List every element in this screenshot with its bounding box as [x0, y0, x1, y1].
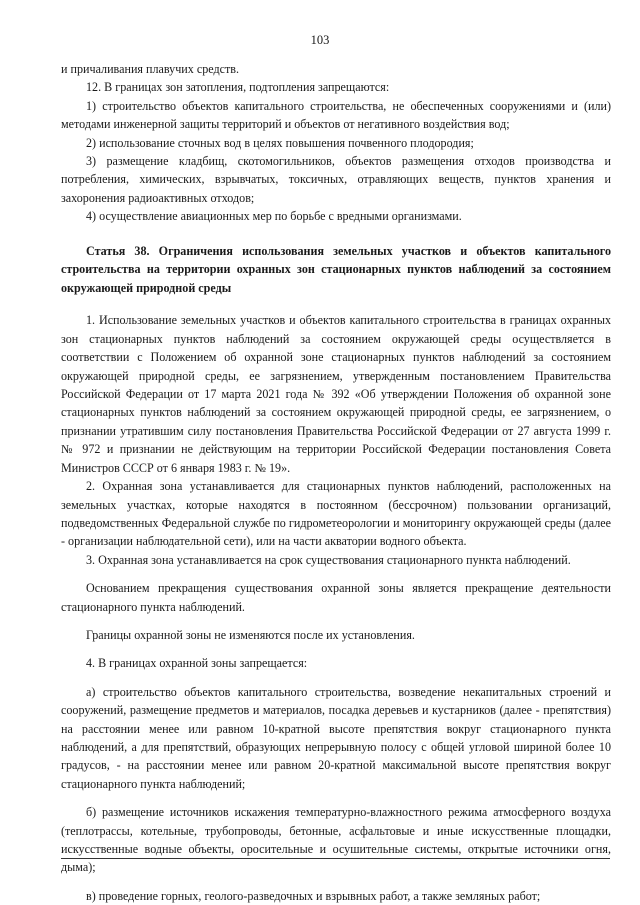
paragraph: 12. В границах зон затопления, подтопления запрещаются:: [86, 80, 390, 95]
paragraph: 2. Охранная зона устанавливается для стационарных пунктов наблюдений, расположенных на земельных участках, которые находятся в постоянном (бессрочном) пользовании организаций, подведомственных Федеральной службе по гидрометеорологии и мониторингу окружающей среды (далее - организации наблюдательной сети), или на части акватории водного объекта.: [61, 479, 611, 549]
list-item: 3) размещение кладбищ, скотомогильников, объектов размещения отходов производства и потребления, химических, взрывчатых, токсичных, отравляющих веществ, пунктов хранения и захоронения радиоактивных отходов;: [61, 154, 611, 205]
list-item: б) размещение источников искажения температурно-влажностного режима атмосферного воздуха (теплотрассы, котельные, трубопроводы, бетонные, асфальтовые и иные искусственные площадки, искусственные водные объекты, оросительные и осушительные системы, открытые источники огня, дыма);: [61, 805, 611, 875]
page-number: 103: [310, 33, 330, 47]
list-item: 2) использование сточных вод в целях повышения почвенного плодородия;: [86, 135, 474, 150]
paragraph: и причаливания плавучих средств.: [61, 62, 240, 76]
list-item: 1) строительство объектов капитального строительства, не обеспеченных сооружениями и (или) методами инженерной защиты территорий и объектов от негативного воздействия вод;: [61, 98, 611, 132]
list-item: в) проведение горных, геолого-разведочных и взрывных работ, а также земляных работ;: [86, 888, 541, 903]
paragraph: 1. Использование земельных участков и объектов капитального строительства в границах охранных зон стационарных пунктов наблюдений за состоянием окружающей среды осуществляется в соответствии с Положением об охранной зоне стационарных пунктов наблюдений за состоянием окружающей природной среды, ее загрязнением, утвержденным постановлением Правительства Российской Федерации от 17 марта 2021 года № 392 «Об утверждении Положения об охранной зоне стационарных пунктов наблюдений за состоянием окружающей природной среды, ее загрязнением, о признании утратившим силу постановления Правительства Российской Федерации от 27 августа 1999 г. № 972 и признании не действующим на территории Российской Федерации постановления Совета Министров СССР от 6 января 1983 г. № 19».: [61, 313, 611, 475]
list-item: а) строительство объектов капитального строительства, возведение некапитальных строений и сооружений, размещение предметов и материалов, посадка деревьев и кустарников (далее - препятствия) на расстоянии менее или равном 10-кратной высоте препятствия вокруг стационарного пункта наблюдений, а для препятствий, образующих непрерывную полосу с общей угловой шириной более 10 градусов, - на расстоянии менее или равном 20-кратной максимальной высоте препятствия вокруг стационарного пункта наблюдений;: [61, 684, 611, 791]
footer-divider: [61, 858, 610, 859]
document-body: [61, 60, 611, 905]
paragraph: Границы охранной зоны не изменяются после их установления.: [86, 627, 415, 642]
paragraph: Основанием прекращения существования охранной зоны является прекращение деятельности стационарного пункта наблюдений.: [61, 581, 611, 614]
article-heading: Статья 38. Ограничения использования земельных участков и объектов капитального строительства на территории охранных зон стационарных пунктов наблюдений за состоянием окружающей природной среды: [61, 243, 611, 295]
paragraph: 3. Охранная зона устанавливается на срок существования стационарного пункта наблюдений.: [86, 552, 571, 567]
paragraph: 4. В границах охранной зоны запрещается:: [86, 656, 308, 671]
list-item: 4) осуществление авиационных мер по борьбе с вредными организмами.: [86, 209, 462, 224]
